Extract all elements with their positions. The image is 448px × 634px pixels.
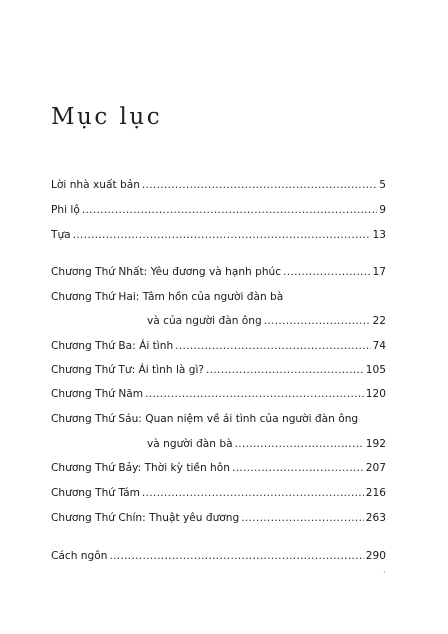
toc-entry-page: 5 bbox=[379, 179, 386, 191]
dot-leader bbox=[142, 177, 377, 193]
page-title: Mục lục bbox=[51, 104, 163, 130]
toc-entry-label: Tựa bbox=[51, 229, 71, 241]
toc-entry-loi-nha-xuat-ban[interactable] bbox=[51, 177, 386, 193]
toc-entry-page: 192 bbox=[365, 438, 386, 450]
toc-entry-label: Chương Thứ Sáu: Quan niệm về ái tình của người đàn ông bbox=[51, 413, 359, 425]
dot-leader bbox=[206, 362, 364, 378]
dot-leader bbox=[283, 264, 370, 280]
toc-entry-page: 120 bbox=[365, 388, 386, 400]
toc-entry-label: Chương Thứ Tư: Ái tình là gì? bbox=[51, 364, 205, 376]
toc-entry-label: Chương Thứ Năm bbox=[51, 388, 144, 400]
toc-entry-page: 207 bbox=[365, 462, 386, 474]
dot-leader bbox=[241, 510, 364, 526]
toc-entry-chapter-5[interactable] bbox=[51, 386, 386, 402]
toc-entry-chapter-2-continued[interactable] bbox=[147, 313, 386, 329]
dot-leader bbox=[145, 386, 364, 402]
dot-leader bbox=[109, 548, 363, 564]
toc-entry-page: 263 bbox=[365, 512, 386, 524]
toc-entry-cach-ngon[interactable] bbox=[51, 548, 386, 564]
toc-entry-page: 17 bbox=[372, 266, 386, 278]
toc-entry-chapter-4[interactable] bbox=[51, 362, 386, 378]
print-speck: · bbox=[383, 568, 386, 577]
dot-leader bbox=[232, 460, 364, 476]
toc-entry-page: 105 bbox=[365, 364, 386, 376]
toc-entry-phi-lo[interactable] bbox=[51, 202, 386, 218]
toc-entry-label: Cách ngôn bbox=[51, 550, 108, 562]
toc-entry-label: Chương Thứ Nhất: Yêu đương và hạnh phúc bbox=[51, 266, 282, 278]
dot-leader bbox=[264, 313, 371, 329]
toc-entry-chapter-9[interactable] bbox=[51, 510, 386, 526]
toc-entry-chapter-8[interactable] bbox=[51, 485, 386, 501]
toc-entry-page: 290 bbox=[365, 550, 386, 562]
toc-entry-page: 9 bbox=[379, 204, 386, 216]
toc-entry-label: Phi lộ bbox=[51, 204, 80, 216]
toc-entry-chapter-7[interactable] bbox=[51, 460, 386, 476]
toc-entry-page: 13 bbox=[372, 229, 386, 241]
toc-entry-chapter-3[interactable] bbox=[51, 338, 386, 354]
toc-entry-chapter-2[interactable] bbox=[51, 289, 386, 305]
toc-entry-label: và của người đàn ông bbox=[147, 315, 262, 327]
toc-entry-label: Lời nhà xuất bản bbox=[51, 179, 140, 191]
toc-entry-label: Chương Thứ Tám bbox=[51, 487, 140, 499]
toc-entry-label: Chương Thứ Ba: Ái tình bbox=[51, 340, 174, 352]
toc-entry-chapter-6-continued[interactable] bbox=[147, 436, 386, 452]
toc-entry-chapter-6[interactable] bbox=[51, 411, 386, 427]
dot-leader bbox=[73, 227, 371, 243]
toc-entry-label: Chương Thứ Bảy: Thời kỳ tiền hôn bbox=[51, 462, 230, 474]
toc-entry-label: và người đàn bà bbox=[147, 438, 233, 450]
toc-entry-label: Chương Thứ Chín: Thuật yêu đương bbox=[51, 512, 240, 524]
dot-leader bbox=[142, 485, 364, 501]
toc-entry-chapter-1[interactable] bbox=[51, 264, 386, 280]
toc-entry-label: Chương Thứ Hai: Tâm hồn của người đàn bà bbox=[51, 291, 284, 303]
toc-entry-page: 22 bbox=[372, 315, 386, 327]
toc-entry-page: 216 bbox=[365, 487, 386, 499]
toc-entry-tua[interactable] bbox=[51, 227, 386, 243]
dot-leader bbox=[175, 338, 370, 354]
dot-leader bbox=[235, 436, 364, 452]
dot-leader bbox=[82, 202, 377, 218]
toc-entry-page: 74 bbox=[372, 340, 386, 352]
